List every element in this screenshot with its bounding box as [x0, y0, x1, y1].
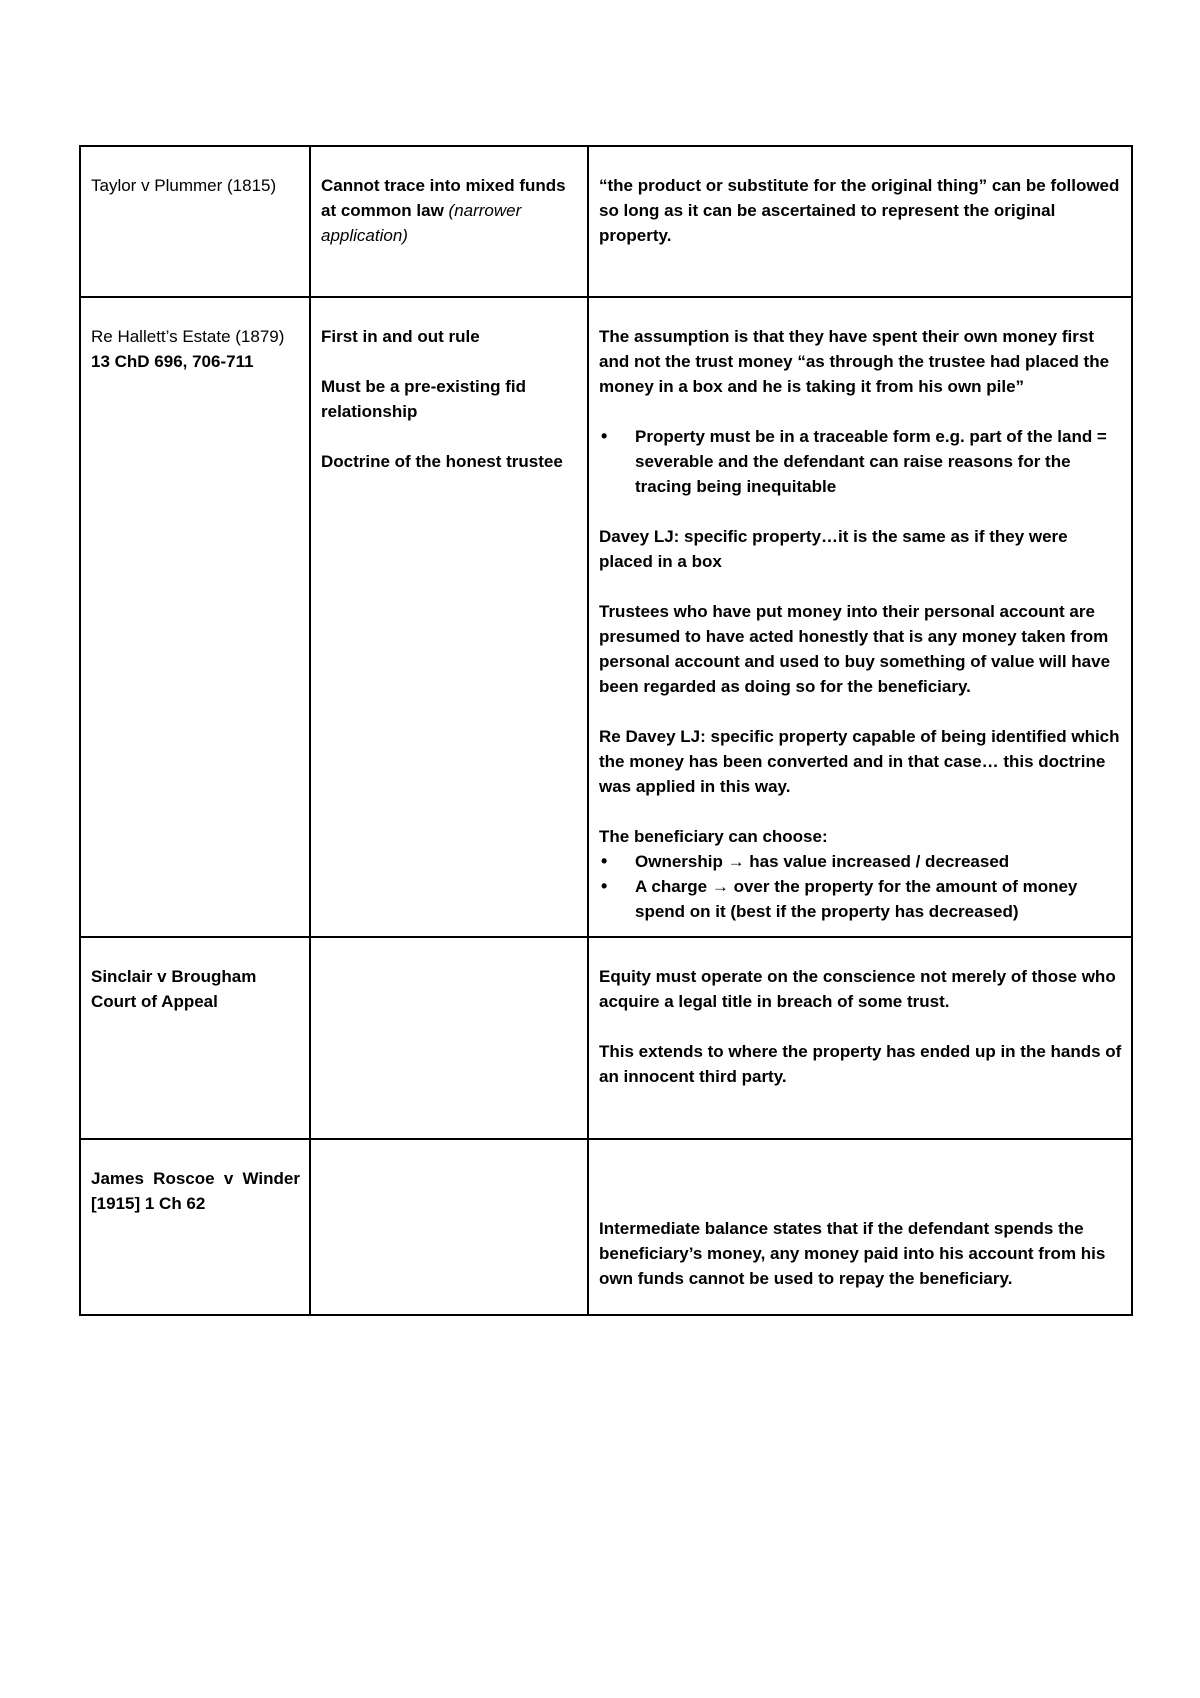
choice-list [599, 849, 1122, 924]
notes-trustees: Trustees who have put money into their personal account are presumed to have acted honestly that is any money taken from personal account and used to buy something of value will have been regarded as doing so for the beneficiary. [599, 602, 1111, 696]
table-row [80, 937, 1132, 1139]
list-item [635, 874, 1122, 924]
table-row [80, 297, 1132, 937]
notes-intro: The assumption is that they have spent their own money first and not the trust money “as through the trustee had placed the money in a box and he is taking it from his own pile” [599, 327, 1110, 396]
table-row [80, 146, 1132, 297]
notes-text: This extends to where the property has ended up in the hands of an innocent third party. [599, 1042, 1122, 1086]
case-name-cell [80, 937, 310, 1139]
notes-text: Equity must operate on the conscience not merely of those who acquire a legal title in breach of some trust. [599, 967, 1116, 1011]
choice-label: A charge [635, 877, 712, 896]
principle-cell [310, 937, 588, 1139]
principle-cell [310, 297, 588, 937]
choice-text: has value increased / decreased [744, 852, 1010, 871]
case-name-cell [80, 297, 310, 937]
principle-cell [310, 146, 588, 297]
arrow-right-icon: → [711, 877, 729, 896]
case-name: James Roscoe v Winder [1915] 1 Ch 62 [91, 1169, 300, 1213]
bullet-list [599, 424, 1122, 499]
notes-text: Intermediate balance states that if the defendant spends the beneficiary’s money, any money paid into his account from his own funds cannot be used to repay the beneficiary. [599, 1219, 1106, 1288]
notes-re-davey: Re Davey LJ: specific property capable of being identified which the money has been converted and in that case… this doctrine was applied in this way. [599, 727, 1120, 796]
principle-cell [310, 1139, 588, 1315]
case-name: Taylor v Plummer (1815) [91, 176, 277, 195]
list-item [635, 849, 1122, 874]
case-table [79, 145, 1133, 1316]
notes-cell [588, 297, 1132, 937]
case-citation: 13 ChD 696, 706-711 [91, 352, 254, 371]
notes-davey: Davey LJ: specific property…it is the same as if they were placed in a box [599, 527, 1068, 571]
notes-cell [588, 937, 1132, 1139]
case-name: Sinclair v Brougham [91, 967, 257, 986]
case-court: Court of Appeal [91, 992, 218, 1011]
principle-item: Doctrine of the honest trustee [321, 452, 563, 471]
principle-text: Cannot trace into mixed funds at common law [321, 176, 566, 220]
choice-text: over the property for the amount of money spend on it (best if the property has decreased) [635, 877, 1078, 921]
notes-choose: The beneficiary can choose: [599, 827, 828, 846]
table-row [80, 1139, 1132, 1315]
notes-cell [588, 1139, 1132, 1315]
case-name: Re Hallett’s Estate (1879) [91, 327, 285, 346]
notes-cell [588, 146, 1132, 297]
case-name-cell [80, 1139, 310, 1315]
notes-text: “the product or substitute for the original thing” can be followed so long as it can be ascertained to represent the original property. [599, 176, 1120, 245]
arrow-right-icon: → [727, 852, 745, 871]
case-name-cell [80, 146, 310, 297]
principle-item: Must be a pre-existing fid relationship [321, 377, 526, 421]
list-item: • Property must be in a traceable form e.g. part of the land = severable and the defendant can raise reasons for the tracing being inequitable [635, 424, 1122, 499]
choice-label: Ownership [635, 852, 728, 871]
principle-item: First in and out rule [321, 327, 480, 346]
principle-italic: (narrower application) [321, 201, 522, 245]
